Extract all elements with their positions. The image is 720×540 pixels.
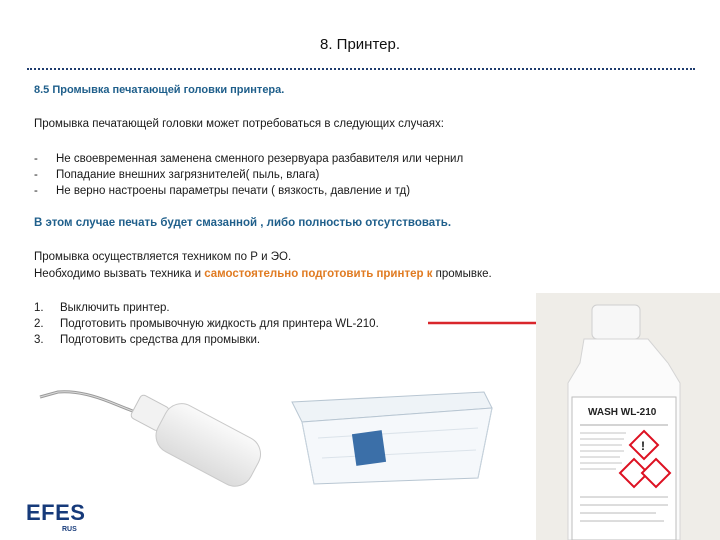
wash-bottle-image xyxy=(20,362,263,492)
page-title: 8. Принтер. xyxy=(319,36,401,53)
wash-fluid-bottle-image xyxy=(536,293,720,540)
step-text: Подготовить промывочную жидкость для принтера WL-210. xyxy=(60,318,379,330)
title-divider xyxy=(27,68,695,70)
highlight-text: самостоятельно подготовить принтер к xyxy=(204,268,433,280)
list-item-text: Не своевременная заменена сменного резервуара разбавителя или чернил xyxy=(56,153,464,165)
step-item: 3. Подготовить средства для промывки. xyxy=(34,334,261,346)
section-heading: 8.5 Промывка печатающей головки принтера. xyxy=(34,84,285,96)
instruction-text: Необходимо вызвать техника и самостоятельно подготовить принтер к промывке. xyxy=(34,268,492,280)
technician-text: Промывка осуществляется техником по Р и ЭО. xyxy=(34,251,292,263)
efes-logo: EFES xyxy=(26,500,86,525)
step-item: 1. Выключить принтер. xyxy=(34,302,170,314)
list-item-text: Не верно настроены параметры печати ( вязкость, давление и тд) xyxy=(56,185,411,197)
list-item: - Не своевременная заменена сменного резервуара разбавителя или чернил xyxy=(34,153,464,165)
list-item: - Попадание внешних загрязнителей( пыль, влага) xyxy=(34,169,320,181)
intro-text: Промывка печатающей головки может потребоваться в следующих случаях: xyxy=(34,118,444,130)
svg-text:!: ! xyxy=(641,439,645,453)
list-item-text: Попадание внешних загрязнителей( пыль, влага) xyxy=(56,169,320,181)
bottle-label-text: WASH WL-210 xyxy=(588,407,657,418)
list-item: - Не верно настроены параметры печати ( вязкость, давление и тд) xyxy=(34,185,411,197)
step-item: 2. Подготовить промывочную жидкость для принтера WL-210. xyxy=(34,318,379,330)
step-text: Выключить принтер. xyxy=(60,302,170,314)
plastic-container-image xyxy=(278,372,502,490)
step-text: Подготовить средства для промывки. xyxy=(60,334,261,346)
steps-list xyxy=(34,300,379,348)
warning-text: В этом случае печать будет смазанной , либо полностью отсутствовать. xyxy=(34,217,452,229)
logo-subtitle: RUS xyxy=(62,526,77,533)
cases-list xyxy=(34,151,463,199)
